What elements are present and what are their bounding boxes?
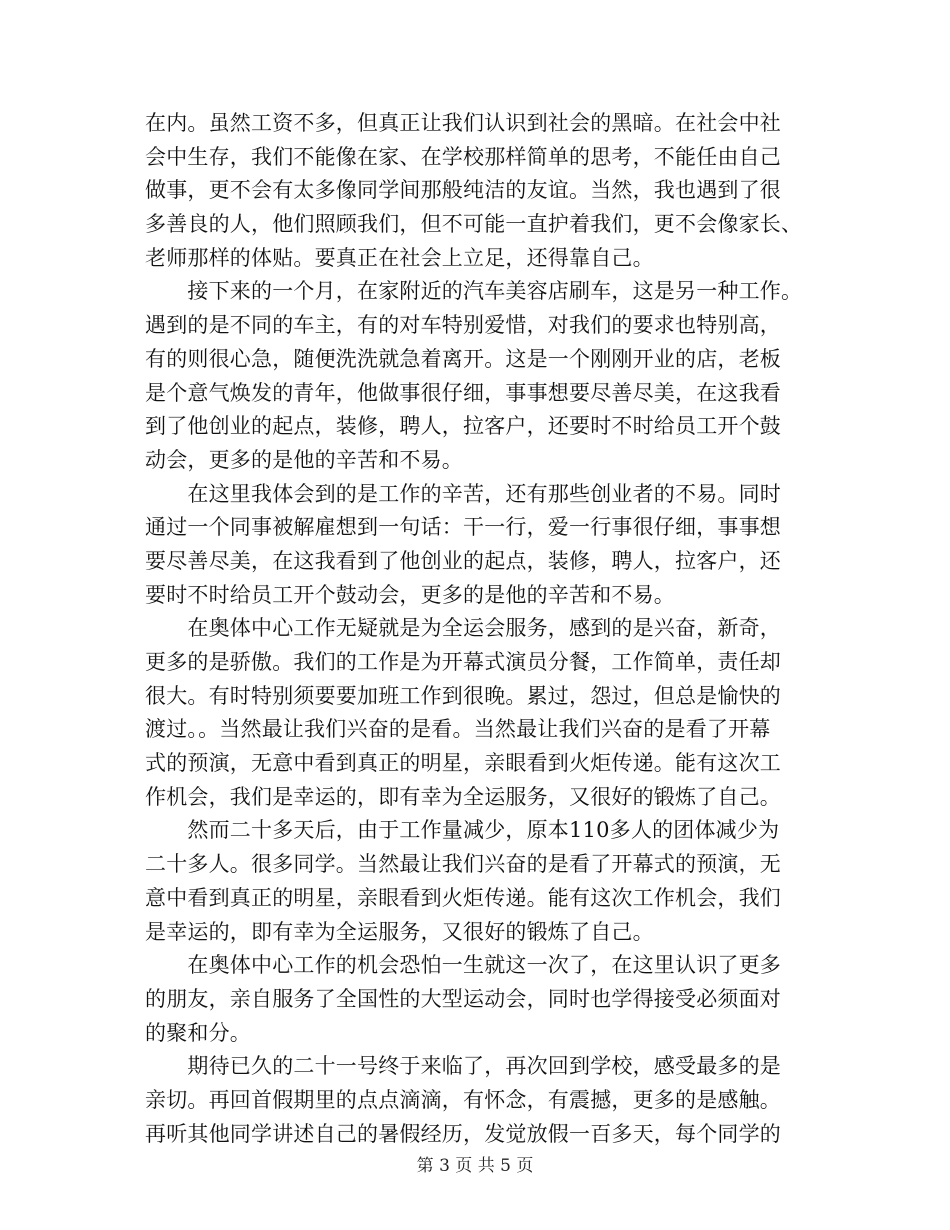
text-line: 期待已久的二十一号终于来临了，再次回到学校，感受最多的是	[145, 1054, 781, 1079]
text-line: 式的预演，无意中看到真正的明星，亲眼看到火炬传递。能有这次工	[145, 751, 781, 776]
text-line: 再听其他同学讲述自己的暑假经历，发觉放假一百多天，每个同学的	[145, 1121, 781, 1146]
text-line: 在奥体中心工作的机会恐怕一生就这一次了，在这里认识了更多	[145, 953, 781, 978]
text-line: 很大。有时特别须要要加班工作到很晚。累过，怨过，但总是愉快的	[145, 683, 781, 708]
text-line: 作机会，我们是幸运的，即有幸为全运服务，又很好的锻炼了自己。	[145, 784, 781, 809]
text-line: 是幸运的，即有幸为全运服务，又很好的锻炼了自己。	[145, 919, 654, 944]
text-line: 要尽善尽美，在这我看到了他创业的起点，装修，聘人，拉客户，还	[145, 548, 781, 573]
text-line: 通过一个同事被解雇想到一句话：干一行，爱一行事很仔细，事事想	[145, 515, 781, 540]
text-line: 在这里我体会到的是工作的辛苦，还有那些创业者的不易。同时	[145, 481, 781, 506]
text-line: 接下来的一个月，在家附近的汽车美容店刷车，这是另一种工作。	[145, 279, 803, 304]
text-line: 有的则很心急，随便洗洗就急着离开。这是一个刚刚开业的店，老板	[145, 346, 781, 371]
text-line: 到了他创业的起点，装修，聘人，拉客户，还要时不时给员工开个鼓	[145, 414, 781, 439]
text-line: 动会，更多的是他的辛苦和不易。	[145, 447, 463, 472]
text-line: 更多的是骄傲。我们的工作是为开幕式演员分餐，工作简单，责任却	[145, 650, 781, 674]
text-line: 在内。虽然工资不多，但真正让我们认识到社会的黑暗。在社会中社	[145, 111, 781, 135]
text-line: 老师那样的体贴。要真正在社会上立足，还得靠自己。	[145, 245, 654, 270]
body-text	[145, 107, 815, 1151]
text-line: 的朋友，亲自服务了全国性的大型运动会，同时也学得接受必须面对	[145, 986, 781, 1011]
text-line: 亲切。再回首假期里的点点滴滴，有怀念，有震撼，更多的是感触。	[145, 1087, 781, 1112]
text-line: 会中生存，我们不能像在家、在学校那样简单的思考，不能任由自己	[145, 144, 781, 169]
text-line: 多善良的人，他们照顾我们，但不可能一直护着我们，更不会像家长、	[145, 212, 803, 237]
text-line: 然而二十多天后，由于工作量减少，原本110多人的团体减少为	[145, 818, 780, 843]
text-line: 的聚和分。	[145, 1020, 251, 1045]
text-line: 意中看到真正的明星，亲眼看到火炬传递。能有这次工作机会，我们	[145, 885, 781, 910]
page-footer: 第 3 页 共 5 页	[416, 1156, 534, 1176]
text-line: 遇到的是不同的车主，有的对车特别爱惜，对我们的要求也特别高，	[145, 313, 781, 338]
text-line: 在奥体中心工作无疑就是为全运会服务，感到的是兴奋，新奇，	[145, 616, 781, 641]
text-line: 渡过。。当然最让我们兴奋的是看。当然最让我们兴奋的是看了开幕	[145, 717, 771, 742]
text-line: 做事，更不会有太多像同学间那般纯洁的友谊。当然，我也遇到了很	[145, 178, 781, 203]
text-line: 要时不时给员工开个鼓动会，更多的是他的辛苦和不易。	[145, 582, 675, 607]
text-line: 二十多人。很多同学。当然最让我们兴奋的是看了开幕式的预演，无	[145, 852, 781, 877]
text-line: 是个意气焕发的青年，他做事很仔细，事事想要尽善尽美，在这我看	[145, 380, 781, 405]
